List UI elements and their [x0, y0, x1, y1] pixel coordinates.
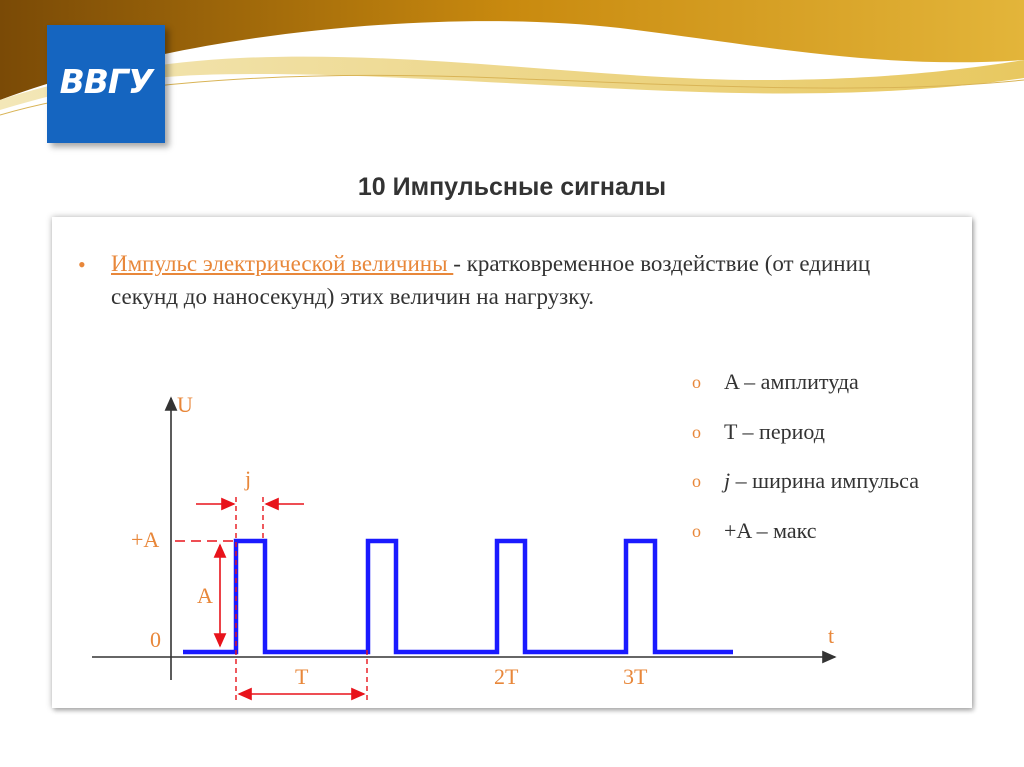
circle-bullet-icon: o — [692, 471, 701, 491]
pulse-signal — [183, 541, 733, 652]
bullet-icon: • — [78, 252, 86, 277]
legend-item-period: o T – период — [692, 418, 825, 444]
definition-term: Импульс электрической величины — [111, 251, 454, 276]
a-label: A — [197, 583, 213, 608]
tick-label-3t: 3T — [623, 664, 648, 689]
definition-body: - кратковременное воздействие (от единиц секунд до наносекунд) этих величин на нагрузку. — [111, 251, 871, 309]
tick-label-t: T — [295, 664, 309, 689]
legend-item-amplitude: o A – амплитуда — [692, 369, 859, 394]
j-label: j — [245, 466, 252, 491]
circle-bullet-icon: o — [692, 372, 701, 392]
zero-label: 0 — [150, 627, 161, 652]
legend-item-width: o j – ширина импульса — [692, 468, 919, 493]
plus-a-label: +A — [131, 527, 160, 552]
u-axis-label: U — [177, 392, 193, 417]
tick-label-2t: 2T — [494, 664, 519, 689]
logo-text: ВВГУ — [59, 62, 153, 101]
t-axis-label: t — [828, 623, 835, 648]
page-title: 10 Импульсные сигналы — [357, 173, 667, 201]
legend-item-max: o +A – макс — [692, 517, 817, 543]
circle-bullet-icon: o — [692, 520, 701, 541]
circle-bullet-icon: o — [692, 421, 701, 442]
